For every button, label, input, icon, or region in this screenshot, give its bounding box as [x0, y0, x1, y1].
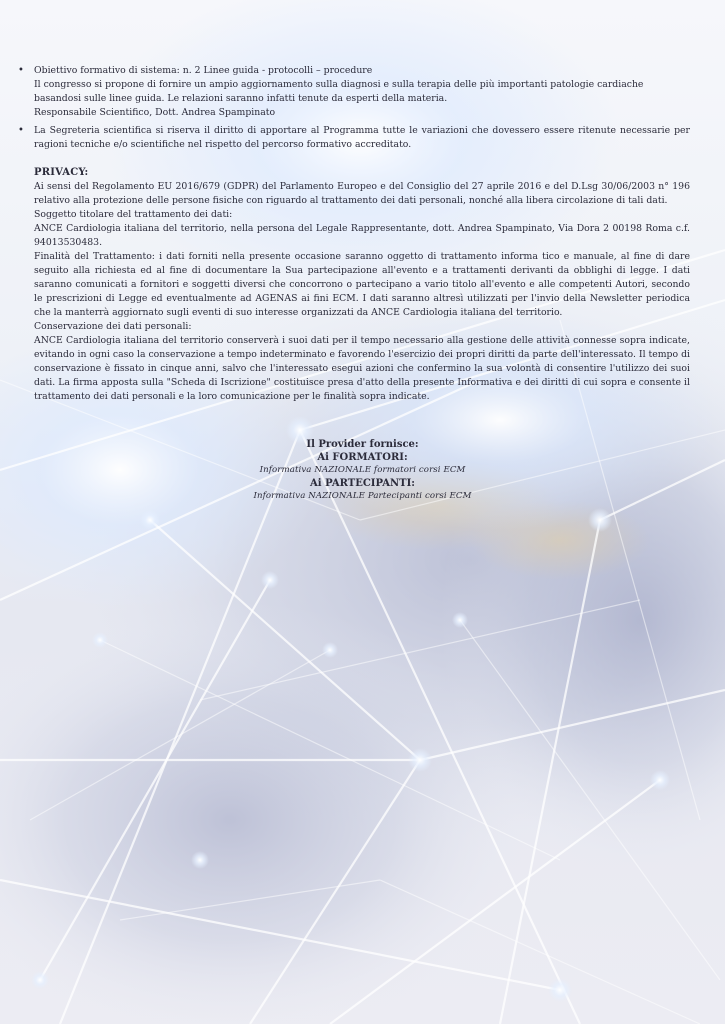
- secretariat-text: La Segreteria scientifica si riserva il diritto di apportare al Programma tutte le variazioni che dovessero essere ritenute necessarie per ragioni tecniche e/o scientifiche nel rispetto del percorso formativo accreditato.: [34, 125, 690, 150]
- scientific-responsible: Responsabile Scientifico, Dott. Andrea Spampinato: [34, 107, 276, 118]
- privacy-intro: Ai sensi del Regolamento EU 2016/679 (GDPR) del Parlamento Europeo e del Consiglio del 27 aprile 2016 e del D.Lsg 30/06/2003 n° 196 relativo alla protezione delle persone fisiche con riguardo al trattamento dei dati personali, nonché alla libera circolazione di tali dati.: [34, 181, 690, 206]
- processing-purpose: Finalità del Trattamento: i dati forniti nella presente occasione saranno oggetto di trattamento informa tico e manuale, al fine di dare seguito alla richiesta ed al fine di documentare la Sua partecipazione all'evento e a trattamenti derivanti da obblighi di legge. I dati saranno comunicati a fornitori e soggetti diversi che concorrono o partecipano a vario titolo all'evento e alle competenti Autori, secondo le prescrizioni di Legge ed eventualmente ad AGENAS ai fini ECM. I dati saranno altresì utilizzati per l'invio della Newsletter periodica che la manterrà aggiornato sugli eventi di suo interesse organizzati da ANCE Cardiologia italiana del territorio.: [34, 251, 690, 318]
- secretariat-section: [18, 124, 690, 152]
- objective-title: Obiettivo formativo di sistema: n. 2 Linee guida - protocolli – procedure: [34, 65, 373, 76]
- privacy-section: [34, 166, 690, 404]
- participants-label: Ai PARTECIPANTI:: [310, 478, 415, 489]
- bullet-marker: •: [18, 65, 24, 76]
- objective-description: Il congresso si propone di fornire un ampio aggiornamento sulla diagnosi e sulla terapia delle più importanti patologie cardiache basandosi sulle linee guida. Le relazioni saranno infatti tenute da esperti della materia.: [34, 79, 644, 104]
- privacy-heading: PRIVACY:: [34, 167, 89, 178]
- retention-text: ANCE Cardiologia italiana del territorio conserverà i suoi dati per il tempo necessario alla gestione delle attività connesse sopra indicate, evitando in ogni caso la conservazione a tempo indeterminato e favorendo l'esercizio dei propri diritti da parte dell'interessato. Il tempo di conservazione è fissato in cinque anni, salvo che l'interessato esegui azioni che confermino la sua volontà di consentire l'utilizzo dei suoi dati. La firma apposta sulla "Scheda di Iscrizione" costituisce presa d'atto della presente Informativa e dei diritti di cui sopra e consente il trattamento dei dati personali e la loro comunicazione per le finalità sopra indicate.: [34, 335, 690, 402]
- participants-document-link[interactable]: Informativa NAZIONALE Partecipanti corsi ECM: [253, 491, 472, 501]
- provider-title: Il Provider fornisce:: [306, 439, 419, 450]
- objective-section: [18, 64, 690, 120]
- data-owner-title: Soggetto titolare del trattamento dei dati:: [34, 209, 233, 220]
- trainers-document-link[interactable]: Informativa NAZIONALE formatori corsi ECM: [259, 465, 466, 475]
- data-owner-text: ANCE Cardiologia italiana del territorio, nella persona del Legale Rappresentante, dott. Andrea Spampinato, Via Dora 2 00198 Roma c.f. 94013530483.: [34, 223, 690, 248]
- trainers-label: Ai FORMATORI:: [317, 452, 408, 463]
- bullet-marker: •: [18, 125, 24, 136]
- retention-title: Conservazione dei dati personali:: [34, 321, 192, 332]
- provider-section: [0, 438, 725, 503]
